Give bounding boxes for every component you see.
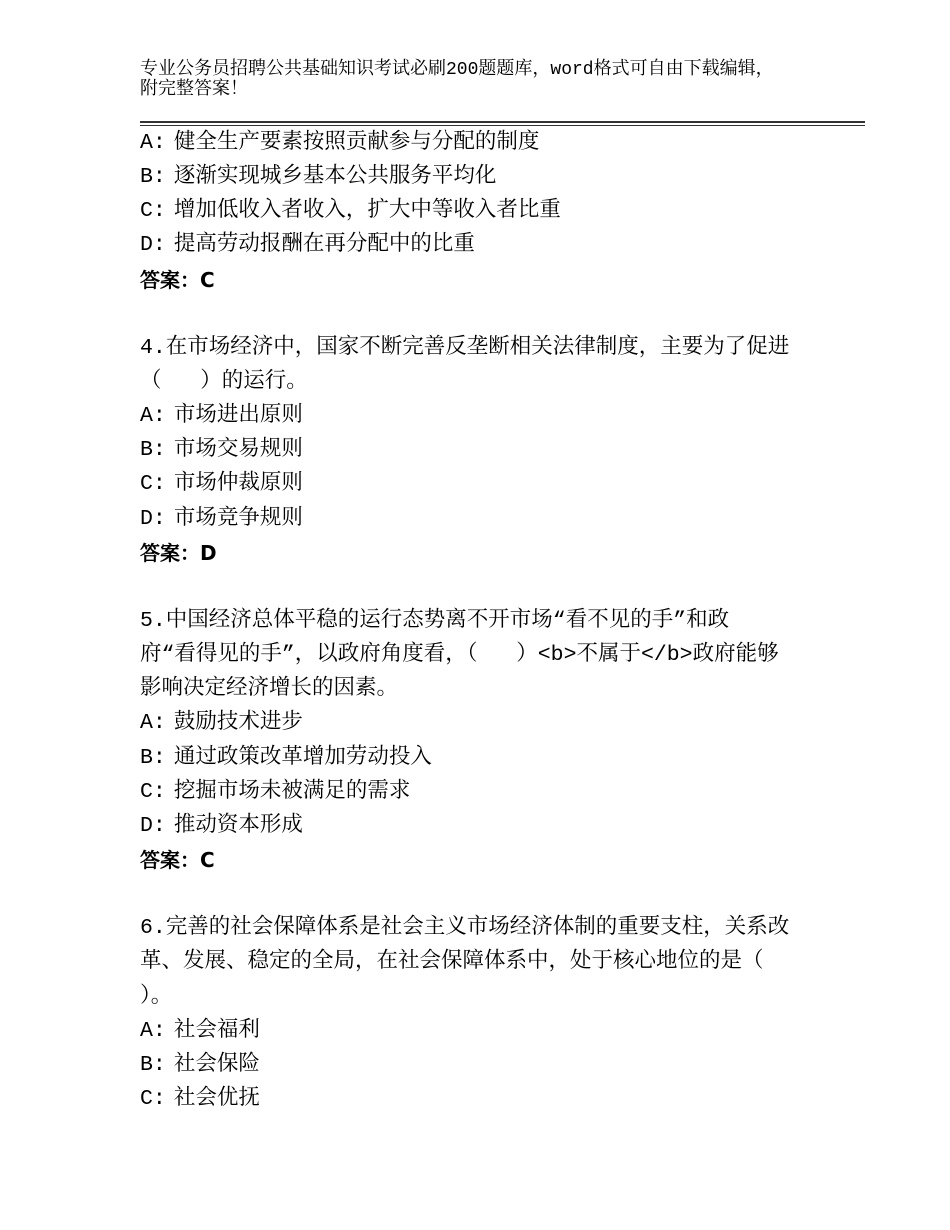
option-text: 社会福利 xyxy=(173,1018,260,1043)
question-stem-line: 4.在市场经济中，国家不断完善反垄断相关法律制度，主要为了促进 xyxy=(140,335,790,360)
option-a xyxy=(140,1014,865,1048)
answer-line xyxy=(140,843,865,877)
option-label: A: xyxy=(140,1018,166,1043)
option-text: 市场交易规则 xyxy=(173,438,303,463)
option-a xyxy=(140,399,865,433)
option-a xyxy=(140,126,865,160)
answer-label: 答案： xyxy=(140,847,200,872)
answer-line xyxy=(140,536,865,570)
option-text: 市场进出原则 xyxy=(173,404,303,429)
answer-line xyxy=(140,263,865,297)
option-c xyxy=(140,194,865,228)
option-b xyxy=(140,1048,865,1082)
option-label: B: xyxy=(140,745,166,770)
option-c xyxy=(140,1082,865,1116)
option-d xyxy=(140,502,865,536)
header-line-2: 附完整答案！ xyxy=(140,80,248,100)
question-stem-line: 府“看得见的手”，以政府角度看，（ ）<b>不属于</b>政府能够 xyxy=(140,643,779,668)
question-block-4 xyxy=(140,331,865,570)
answer-label: 答案： xyxy=(140,267,200,292)
question-spacer xyxy=(140,877,865,911)
option-label: C: xyxy=(140,1086,166,1111)
option-c xyxy=(140,467,865,501)
option-label: D: xyxy=(140,813,166,838)
question-stem-line: （ ）的运行。 xyxy=(140,369,308,394)
option-label: D: xyxy=(140,233,166,258)
option-text: 社会优抚 xyxy=(173,1086,260,1111)
option-text: 通过政策改革增加劳动投入 xyxy=(173,745,432,770)
question-stem-line: 5.中国经济总体平稳的运行态势离不开市场“看不见的手”和政 xyxy=(140,608,730,633)
question-spacer xyxy=(140,570,865,604)
option-label: C: xyxy=(140,199,166,224)
question-stem-line: 影响决定经济增长的因素。 xyxy=(140,677,399,702)
option-text: 鼓励技术进步 xyxy=(173,711,303,736)
option-label: B: xyxy=(140,438,166,463)
option-label: C: xyxy=(140,779,166,804)
question-list xyxy=(140,126,865,1116)
page-header xyxy=(140,60,865,100)
option-label: B: xyxy=(140,1052,166,1077)
option-label: A: xyxy=(140,131,166,155)
option-text: 提高劳动报酬在再分配中的比重 xyxy=(173,233,475,258)
option-c xyxy=(140,775,865,809)
question-stem-line: 6.完善的社会保障体系是社会主义市场经济体制的重要支柱，关系改 xyxy=(140,916,790,941)
option-text: 增加低收入者收入，扩大中等收入者比重 xyxy=(173,199,561,224)
question-block-6 xyxy=(140,911,865,1116)
option-text: 挖掘市场未被满足的需求 xyxy=(173,779,411,804)
option-b xyxy=(140,741,865,775)
option-label: D: xyxy=(140,506,166,531)
option-text: 市场仲裁原则 xyxy=(173,472,303,497)
answer-value: C xyxy=(200,267,215,292)
option-b xyxy=(140,160,865,194)
question-block-5 xyxy=(140,604,865,877)
answer-label: 答案： xyxy=(140,540,200,565)
option-label: C: xyxy=(140,472,166,497)
question-spacer xyxy=(140,297,865,331)
answer-value: D xyxy=(200,540,217,565)
question-stem-line: ）。 xyxy=(140,984,173,1009)
option-label: A: xyxy=(140,404,166,429)
option-d xyxy=(140,809,865,843)
option-text: 市场竞争规则 xyxy=(173,506,303,531)
question-stem-line: 革、发展、稳定的全局，在社会保障体系中，处于核心地位的是（ xyxy=(140,950,764,975)
option-d xyxy=(140,228,865,262)
option-text: 逐渐实现城乡基本公共服务平均化 xyxy=(173,165,497,190)
option-text: 健全生产要素按照贡献参与分配的制度 xyxy=(173,131,540,155)
option-text: 推动资本形成 xyxy=(173,813,303,838)
option-label: B: xyxy=(140,165,166,190)
option-b xyxy=(140,433,865,467)
option-label: A: xyxy=(140,711,166,736)
option-text: 社会保险 xyxy=(173,1052,260,1077)
question-block-continued xyxy=(140,126,865,297)
answer-value: C xyxy=(200,847,215,872)
header-line-1: 专业公务员招聘公共基础知识考试必刷200题题库，word格式可自由下载编辑， xyxy=(140,60,774,80)
option-a xyxy=(140,706,865,740)
